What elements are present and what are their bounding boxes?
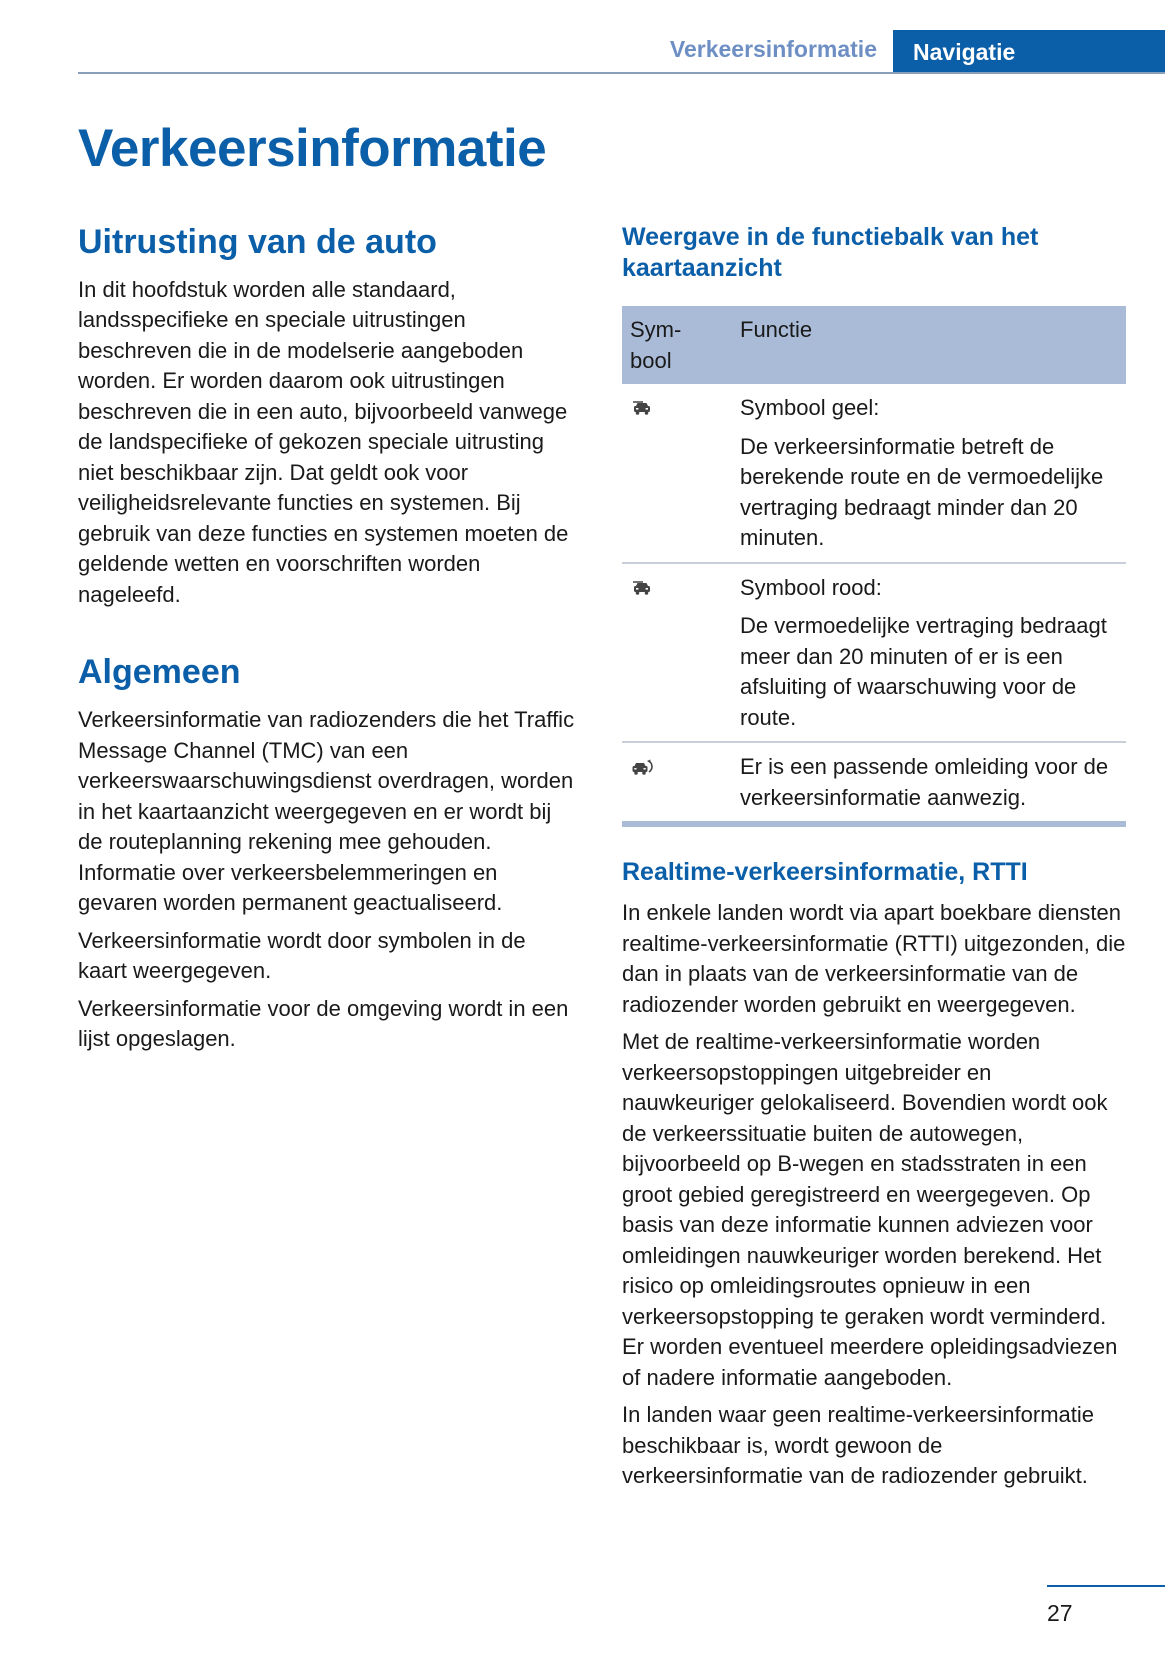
left-column xyxy=(78,222,580,1062)
function-cell xyxy=(740,563,1126,743)
function-text: De vermoedelijke vertraging bedraagt meer dan 20 minuten of er is een afsluiting of waarschuwing voor de route. xyxy=(740,613,1107,730)
header-divider xyxy=(78,72,1165,74)
table-heading: Weergave in de functiebalk van het kaartaanzicht xyxy=(622,223,1039,282)
paragraph: Verkeersinformatie wordt door symbolen in de kaart weergegeven. xyxy=(78,927,526,984)
function-title: Symbool rood: xyxy=(740,574,882,600)
table-row xyxy=(622,384,1126,563)
function-title: Er is een passende omleiding voor de verkeersinformatie aanwezig. xyxy=(740,754,1109,810)
paragraph: In landen waar geen realtime-verkeersinformatie beschikbaar is, wordt gewoon de verkeersinformatie van de radiozender gebruikt. xyxy=(622,1402,1095,1488)
column-header-function: Functie xyxy=(740,306,1126,384)
function-cell xyxy=(740,384,1126,563)
column-header-symbol: Sym- bool xyxy=(622,306,740,384)
traffic-car-icon xyxy=(630,399,654,419)
paragraph: In dit hoofdstuk worden alle standaard, landsspecifieke en speciale uitrustingen beschreven die in de modelserie aangeboden worden. Er worden daarom ook uitrustingen beschreven die in een auto, bijvoorbeeld vanwege de landspecifieke of gekozen speciale uitrusting niet beschikbaar zijn. Dat geldt ook voor veiligheidsrelevante functies en systemen. Bij gebruik van deze functies en systemen moeten de geldende wetten en voorschriften worden nageleefd. xyxy=(78,276,569,607)
page-title: Verkeersinformatie xyxy=(78,119,547,178)
traffic-car-icon xyxy=(630,579,654,599)
section-heading-equipment: Uitrusting van de auto xyxy=(78,223,437,261)
function-title: Symbool geel: xyxy=(740,395,880,420)
paragraph: In enkele landen wordt via apart boekbare diensten realtime-verkeersinformatie (RTTI) uitgezonden, die dan in plaats van de verkeersinformatie van de radiozender worden gebruikt en weergegeven. xyxy=(622,900,1126,1017)
section-heading-general: Algemeen xyxy=(78,653,241,692)
footer-divider xyxy=(1047,1585,1165,1587)
chapter-tab: Navigatie xyxy=(893,30,1165,74)
symbol-cell xyxy=(622,563,740,743)
table-row xyxy=(622,742,1126,824)
function-text: De verkeersinformatie betreft de berekende route en de vermoedelijke vertraging bedraagt minder dan 20 minuten. xyxy=(740,433,1104,550)
table-row xyxy=(622,563,1126,743)
paragraph: Verkeersinformatie voor de omgeving wordt in een lijst opgeslagen. xyxy=(78,995,569,1052)
table-header-row xyxy=(622,306,1126,384)
symbol-table xyxy=(622,306,1126,827)
right-column xyxy=(622,222,1126,1499)
symbol-cell xyxy=(622,742,740,824)
paragraph: Verkeersinformatie van radiozenders die het Traffic Message Channel (TMC) van een verkeerswaarschuwingsdienst overdragen, worden in het kaartaanzicht weergegeven en er wordt bij de routeplanning rekening mee gehouden. Informatie over verkeersbelemmeringen en gevaren worden permanent geactualiseerd. xyxy=(78,707,575,916)
page-number: 27 xyxy=(1047,1600,1073,1626)
running-header-section: Verkeersinformatie xyxy=(669,36,877,62)
detour-car-icon xyxy=(630,758,654,778)
symbol-cell xyxy=(622,384,740,563)
function-cell xyxy=(740,742,1126,824)
section-heading-rtti: Realtime-verkeersinformatie, RTTI xyxy=(622,858,1028,886)
paragraph: Met de realtime-verkeersinformatie worden verkeersopstoppingen uitgebreider en nauwkeuriger gelokaliseerd. Bovendien wordt ook de verkeerssituatie buiten de autowegen, bijvoorbeeld op B-wegen en stadsstraten in een groot gebied geregistreerd en weergegeven. Op basis van deze informatie kunnen adviezen voor omleidingen nauwkeuriger worden berekend. Het risico op omleidingsroutes opnieuw in een verkeersopstopping te geraken wordt verminderd. Er worden eventueel meerdere opleidingsadviezen of nadere informatie aangeboden. xyxy=(622,1029,1118,1390)
